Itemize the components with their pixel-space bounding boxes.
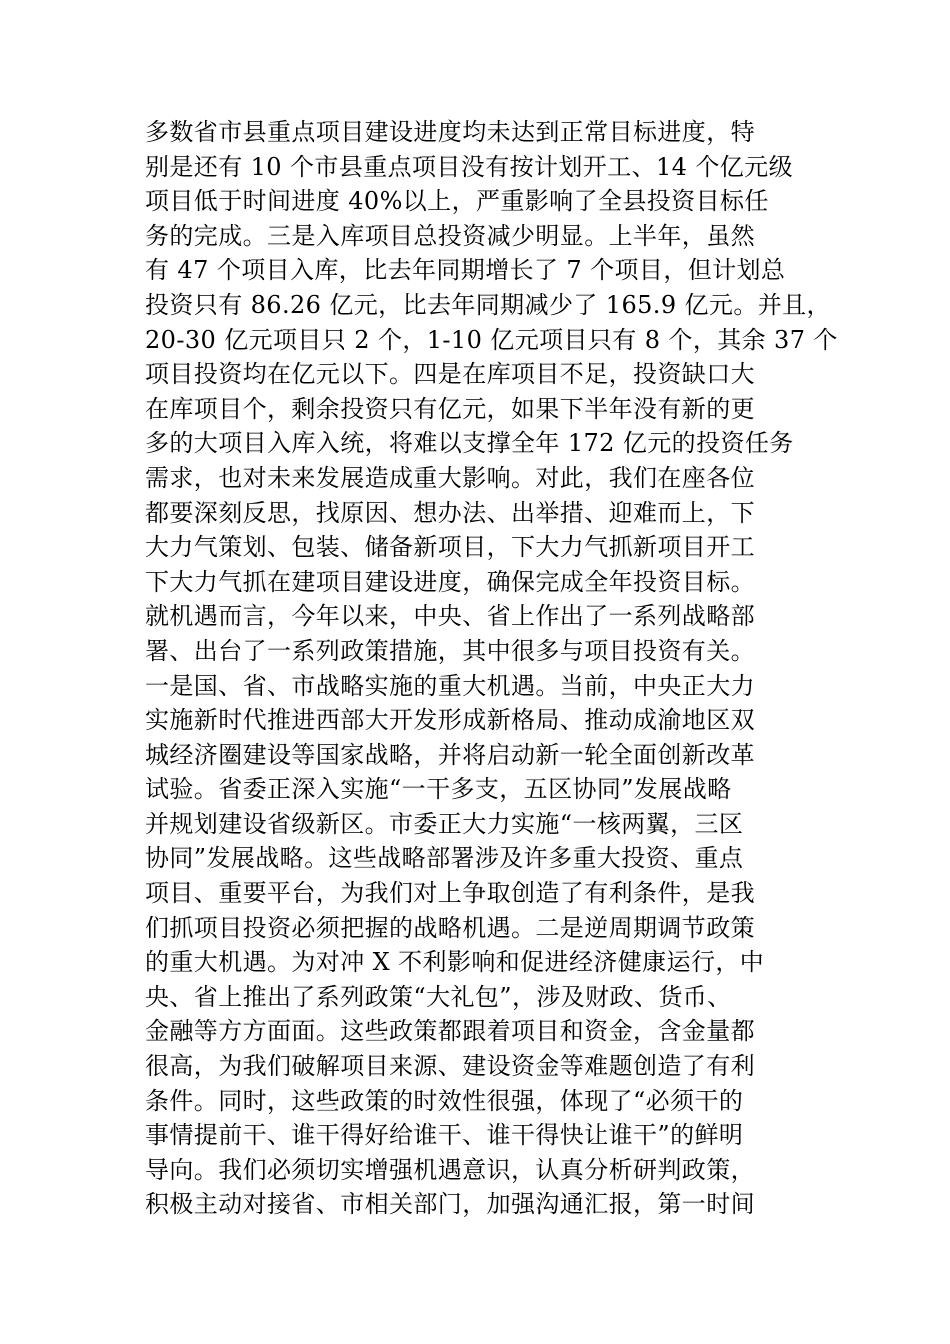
text-line: 项目投资均在亿元以下。四是在库项目不足，投资缺口大 bbox=[145, 360, 755, 389]
text-line: 需求，也对未来发展造成重大影响。对此，我们在座各位 bbox=[145, 463, 755, 492]
text-line: 事情提前干、谁干得好给谁干、谁干得快让谁干”的鲜明 bbox=[145, 1121, 744, 1150]
text-line: 署、出台了一系列政策措施，其中很多与项目投资有关。 bbox=[145, 636, 755, 665]
text-line: 很高，为我们破解项目来源、建设资金等难题创造了有利 bbox=[145, 1052, 755, 1081]
text-line: 务的完成。三是入库项目总投资减少明显。上半年，虽然 bbox=[145, 221, 755, 250]
text-line: 导向。我们必须切实增强机遇意识，认真分析研判政策， bbox=[145, 1155, 755, 1184]
text-line: 有 47 个项目入库，比去年同期增长了 7 个项目，但计划总 bbox=[145, 256, 786, 285]
text-line: 多数省市县重点项目建设进度均未达到正常目标进度，特 bbox=[145, 118, 755, 146]
text-line: 多的大项目入库入统，将难以支撑全年 172 亿元的投资任务 bbox=[145, 429, 794, 458]
text-line: 下大力气抓在建项目建设进度，确保完成全年投资目标。 bbox=[145, 567, 755, 596]
text-line: 条件。同时，这些政策的时效性很强，体现了“必须干的 bbox=[145, 1086, 744, 1115]
text-line: 并规划建设省级新区。市委正大力实施“一核两翼，三区 bbox=[145, 809, 744, 838]
text-line: 大力气策划、包装、储备新项目，下大力气抓新项目开工 bbox=[145, 533, 755, 562]
text-line: 项目、重要平台，为我们对上争取创造了有利条件，是我 bbox=[145, 879, 755, 908]
text-line: 都要深刻反思，找原因、想办法、出举措、迎难而上，下 bbox=[145, 498, 755, 527]
text-line: 的重大机遇。为对冲 X 不利影响和促进经济健康运行，中 bbox=[145, 948, 765, 977]
text-line: 投资只有 86.26 亿元，比去年同期减少了 165.9 亿元。并且， bbox=[145, 290, 831, 319]
text-line: 试验。省委正深入实施“一干多支，五区协同”发展战略 bbox=[145, 775, 732, 804]
text-line: 别是还有 10 个市县重点项目没有按计划开工、14 个亿元级 bbox=[145, 152, 793, 181]
text-line: 积极主动对接省、市相关部门，加强沟通汇报，第一时间 bbox=[145, 1190, 755, 1219]
text-line: 央、省上推出了系列政策“大礼包”，涉及财政、货币、 bbox=[145, 982, 732, 1011]
text-line: 们抓项目投资必须把握的战略机遇。二是逆周期调节政策 bbox=[145, 913, 755, 942]
text-line: 一是国、省、市战略实施的重大机遇。当前，中央正大力 bbox=[145, 671, 755, 700]
text-line: 协同”发展战略。这些战略部署涉及许多重大投资、重点 bbox=[145, 844, 744, 873]
text-line: 实施新时代推进西部大开发形成新格局、推动成渝地区双 bbox=[145, 706, 755, 735]
text-line: 20-30 亿元项目只 2 个，1-10 亿元项目只有 8 个，其余 37 个 bbox=[145, 325, 838, 354]
text-line: 城经济圈建设等国家战略，并将启动新一轮全面创新改革 bbox=[145, 740, 755, 769]
text-line: 就机遇而言，今年以来，中央、省上作出了一系列战略部 bbox=[145, 602, 755, 631]
text-line: 在库项目个，剩余投资只有亿元，如果下半年没有新的更 bbox=[145, 394, 755, 423]
body-text bbox=[145, 115, 838, 1222]
text-line: 项目低于时间进度 40%以上，严重影响了全县投资目标任 bbox=[145, 187, 769, 216]
text-line: 金融等方方面面。这些政策都跟着项目和资金，含金量都 bbox=[145, 1017, 755, 1046]
